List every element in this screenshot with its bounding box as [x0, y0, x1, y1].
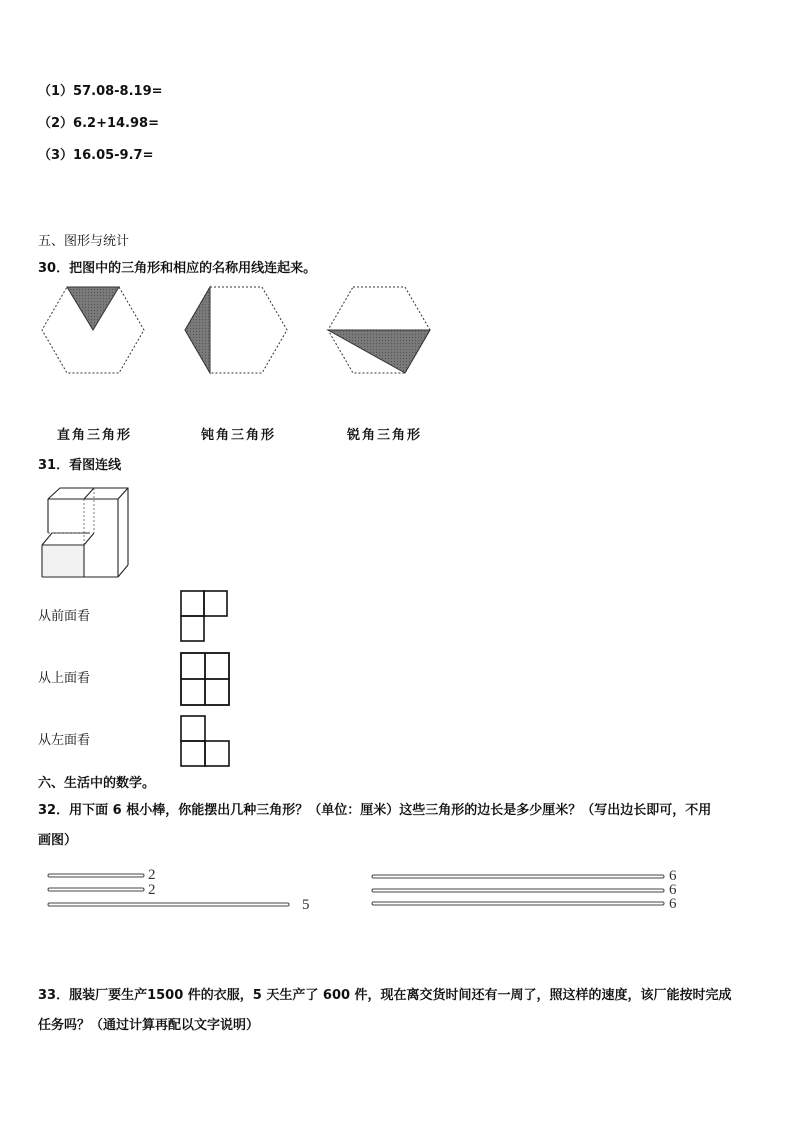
hexagon-obtuse-triangle [185, 287, 287, 373]
calc-item-1: （1）57.08-8.19= [38, 84, 163, 99]
view-label-top: 从上面看 [38, 671, 91, 686]
stick-right-1 [372, 875, 664, 878]
stick-left-1 [48, 874, 144, 877]
view-label-front: 从前面看 [38, 609, 91, 624]
view-grid-top [178, 651, 232, 707]
label-right-triangle: 直角三角形 [57, 428, 133, 443]
calc-item-2: （2）6.2+14.98= [38, 116, 159, 131]
q32-text-line2: 画图） [38, 833, 78, 848]
q30-hexagon-figures [36, 282, 436, 382]
hexagon-acute-triangle [328, 287, 430, 373]
stick-right-2 [372, 889, 664, 892]
label-acute-triangle: 锐角三角形 [347, 428, 423, 443]
sticks-left-group [46, 867, 296, 914]
hexagon-right-triangle [42, 287, 144, 373]
section-5-title: 五、图形与统计 [38, 234, 130, 249]
cube-stack-figure [38, 485, 133, 580]
label-obtuse-triangle: 钝角三角形 [201, 428, 277, 443]
stick-left-3 [48, 903, 289, 906]
q33-text-line2: 任务吗？（通过计算再配以文字说明） [38, 1018, 260, 1033]
view-grid-front [178, 589, 230, 643]
q31-text: 31．看图连线 [38, 458, 122, 473]
stick-right-2-length: 6 [669, 882, 677, 898]
section-6-title: 六、生活中的数学。 [38, 776, 156, 791]
stick-left-1-length: 2 [148, 867, 156, 883]
q30-text: 30．把图中的三角形和相应的名称用线连起来。 [38, 261, 317, 276]
q32-text-line1: 32．用下面 6 根小棒，你能摆出几种三角形？（单位：厘米）这些三角形的边长是多少厘米？（写出边长即可，不用 [38, 803, 712, 818]
view-label-left: 从左面看 [38, 733, 91, 748]
stick-left-2-length: 2 [148, 882, 156, 898]
q33-text-line1: 33．服装厂要生产1500 件的衣服，5 天生产了 600 件，现在离交货时间还有一周了，照这样的速度，该厂能按时完成 [38, 988, 732, 1003]
calc-item-3: （3）16.05-9.7= [38, 148, 154, 163]
stick-right-3 [372, 902, 664, 905]
stick-left-3-length: 5 [302, 897, 310, 913]
sticks-right-group [370, 870, 670, 914]
stick-right-3-length: 6 [669, 896, 677, 912]
stick-left-2 [48, 888, 144, 891]
view-grid-left [178, 713, 232, 769]
stick-right-1-length: 6 [669, 868, 677, 884]
